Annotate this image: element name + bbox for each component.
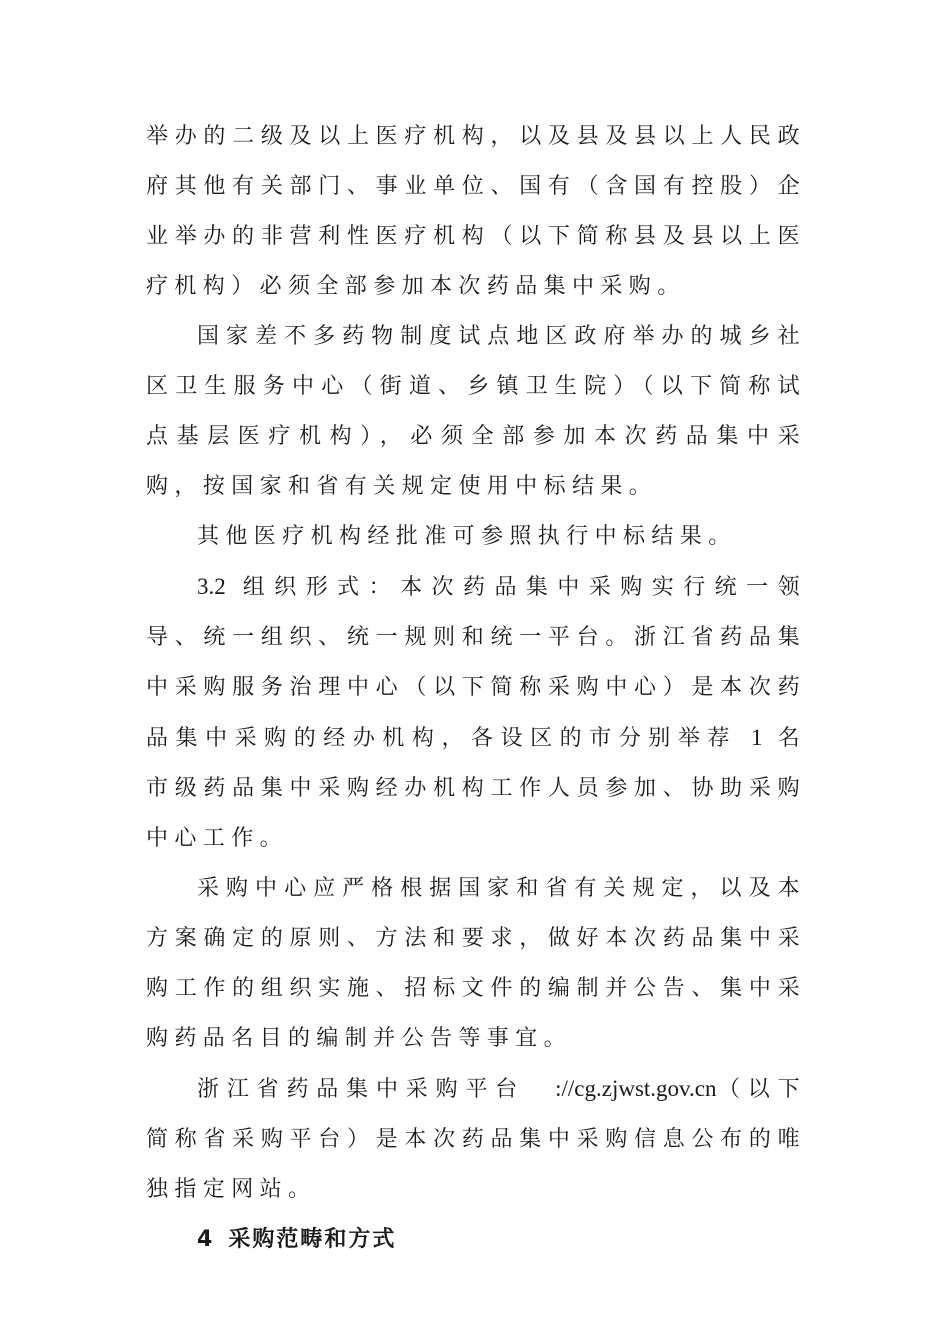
heading-number: 4 [197, 1227, 215, 1252]
heading-title: 采购范畴和方式 [228, 1227, 397, 1252]
platform-url: ://cg.zjwst.gov.cn [555, 1076, 717, 1101]
paragraph-scope-county [146, 112, 806, 312]
paragraph-text: 举办的二级及以上医疗机构，以及县及县以上人民政府其他有关部门、事业单位、国有（含国有控股）企业举办的非营利性医疗机构（以下简称县及县以上医疗机构）必须全部参加本次药品集中采购。 [146, 124, 806, 299]
paragraph-count: 1 [750, 725, 763, 750]
paragraph-scope-pilot [146, 312, 806, 512]
section-heading [146, 1215, 806, 1265]
paragraph-text: 国家差不多药物制度试点地区政府举办的城乡社区卫生服务中心（街道、乡镇卫生院）（以下简称试点基层医疗机构），必须全部参加本次药品集中采购，按国家和省有关规定使用中标结果。 [146, 324, 806, 499]
paragraph-platform [146, 1064, 806, 1215]
paragraph-scope-other [146, 512, 806, 562]
document-page [146, 112, 806, 1265]
paragraph-text: 浙江省药品集中采购平台 [197, 1077, 526, 1102]
paragraph-organization-form [146, 562, 806, 864]
paragraph-text: 其他医疗机构经批准可参照执行中标结果。 [197, 524, 737, 549]
paragraph-procurement-center [146, 864, 806, 1064]
paragraph-text: 名市级药品集中采购经办机构工作人员参加、协助采购中心工作。 [146, 726, 806, 851]
paragraph-text: 组织形式：本次药品集中采购实行统一领导、统一组织、统一规则和统一平台。浙江省药品集中采购服务治理中心（以下简称采购中心）是本次药品集中采购的经办机构，各设区的市分别举荐 [146, 575, 806, 751]
section-number: 3.2 [197, 574, 226, 599]
paragraph-text: （以下简称省采购平台）是本次药品集中采购信息公布的唯独指定网站。 [146, 1077, 806, 1202]
paragraph-text: 采购中心应严格根据国家和省有关规定，以及本方案确定的原则、方法和要求，做好本次药品集中采购工作的组织实施、招标文件的编制并公告、集中采购药品名目的编制并公告等事宜。 [146, 876, 806, 1051]
